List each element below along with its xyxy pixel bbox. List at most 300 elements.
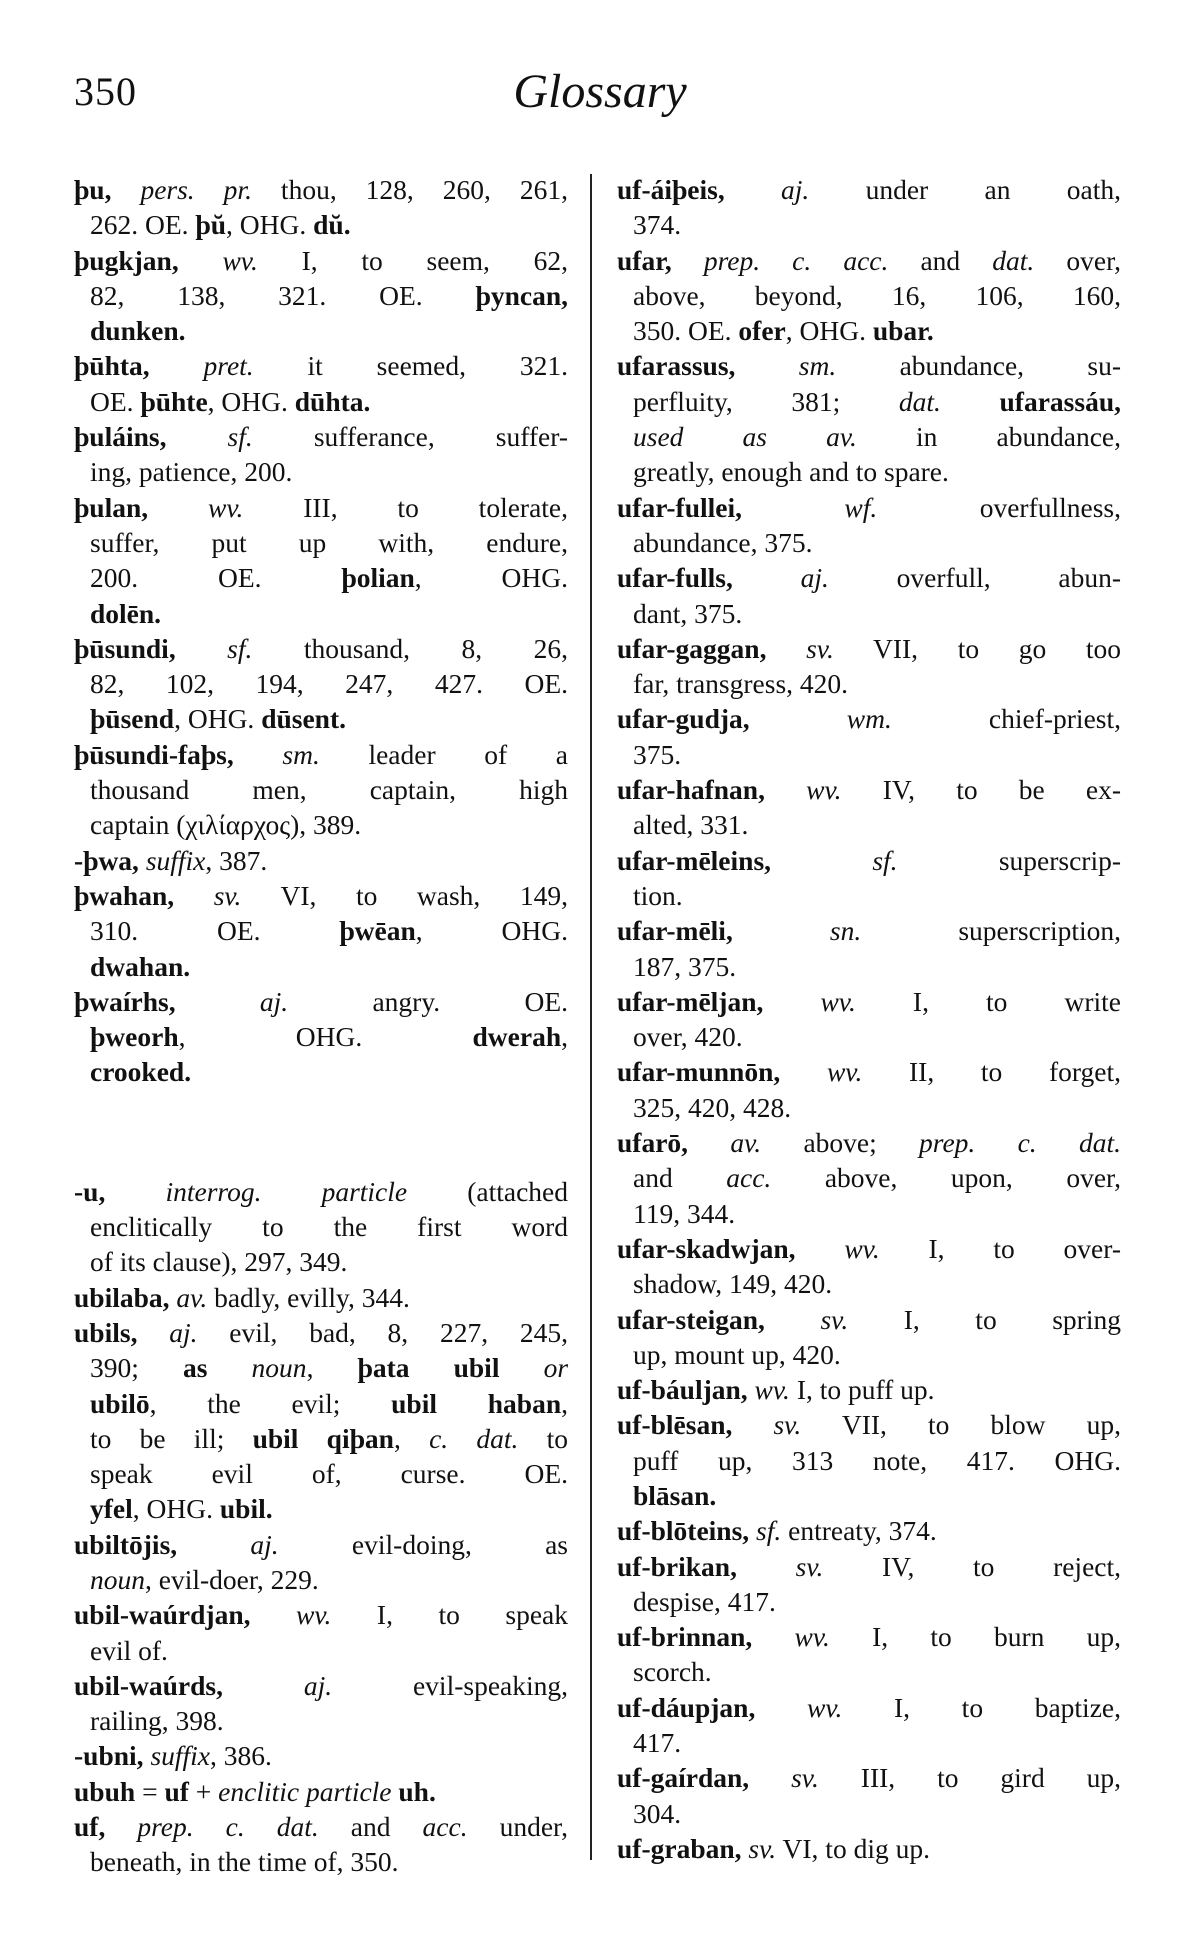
- glossary-entry: [74, 1597, 568, 1668]
- grammar-label: aj.: [177, 1528, 279, 1560]
- glossary-entry: [617, 913, 1121, 984]
- glossary-entry: [74, 984, 568, 1090]
- entry-line: [617, 313, 1121, 348]
- glossary-entry: [74, 172, 568, 243]
- headword-text: ufar-mēli,: [617, 915, 733, 947]
- definition-text: , OHG.: [415, 915, 568, 947]
- definition-text: 200. OE.: [90, 562, 342, 594]
- entry-line: [74, 701, 568, 736]
- entry-line: [74, 1209, 568, 1244]
- headword-text: ufar-hafnan,: [617, 774, 765, 806]
- headword-text: ufar,: [617, 244, 672, 276]
- entry-line: [617, 1054, 1121, 1089]
- entry-line: [74, 843, 568, 878]
- glossary-entry: [74, 1809, 568, 1880]
- entry-line: [74, 949, 568, 984]
- grammar-label: sv.: [766, 632, 834, 664]
- glossary-column-left: [74, 172, 568, 1880]
- definition-text: overfull, abun-: [828, 562, 1121, 594]
- glossary-entry: [617, 560, 1121, 631]
- definition-text: ing, patience, 200.: [90, 456, 293, 488]
- grammar-label: sv.: [741, 1832, 777, 1864]
- definition-text: evil-doing, as: [278, 1528, 568, 1560]
- entry-line: [617, 1019, 1121, 1054]
- headword-text: uf-blōteins,: [617, 1515, 750, 1547]
- definition-text: puff up, 313 note, 417. OHG.: [633, 1444, 1121, 1476]
- glossary-entry: [617, 1760, 1121, 1831]
- grammar-label: wm.: [749, 703, 892, 735]
- grammar-label: av.: [169, 1281, 208, 1313]
- definition-text: ,: [306, 1352, 358, 1384]
- definition-text: evil, bad, 8, 227, 245,: [197, 1316, 569, 1348]
- grammar-label: acc.: [726, 1162, 772, 1194]
- entry-line: [617, 984, 1121, 1019]
- grammar-label: av.: [688, 1127, 762, 1159]
- definition-text: I, to spring: [848, 1303, 1121, 1335]
- headword-text: ubils,: [74, 1316, 138, 1348]
- entry-line: [74, 243, 568, 278]
- glossary-entry: [617, 1619, 1121, 1690]
- headword-text: ubuh: [74, 1775, 136, 1807]
- glossary-entry: [74, 843, 568, 878]
- grammar-label: wv.: [250, 1599, 332, 1631]
- grammar-label: dat.: [992, 244, 1035, 276]
- grammar-label: sm.: [233, 738, 320, 770]
- definition-text: I, to speak: [331, 1599, 568, 1631]
- entry-line: [74, 348, 568, 383]
- definition-text: beneath, in the time of, 350.: [90, 1846, 399, 1878]
- definition-text: and: [888, 244, 993, 276]
- definition-text: and: [633, 1162, 727, 1194]
- definition-text: over, 420.: [633, 1021, 743, 1053]
- glossary-entry: [617, 1513, 1121, 1548]
- definition-text: 119, 344.: [633, 1197, 736, 1229]
- definition-text: over,: [1034, 244, 1121, 276]
- headword-text: ufar-gaggan,: [617, 632, 767, 664]
- entry-line: [74, 737, 568, 772]
- entry-line: [74, 454, 568, 489]
- glossary-entry: [74, 1280, 568, 1315]
- definition-text: ,: [561, 1387, 568, 1419]
- grammar-label: wv.: [178, 244, 258, 276]
- definition-text: overfullness,: [877, 491, 1121, 523]
- headword-text: þūhte: [140, 385, 208, 417]
- definition-text: 417.: [633, 1727, 682, 1759]
- headword-text: dwahan.: [90, 950, 191, 982]
- entry-line: [74, 1597, 568, 1632]
- glossary-entry: [74, 243, 568, 349]
- grammar-label: sv.: [736, 1550, 824, 1582]
- grammar-label: or: [499, 1352, 569, 1384]
- headword-text: ubiltōjis,: [74, 1528, 178, 1560]
- headword-text: þuláins,: [74, 421, 167, 453]
- definition-text: 310. OE.: [90, 915, 340, 947]
- entry-line: [617, 1231, 1121, 1266]
- grammar-label: sv.: [732, 1409, 802, 1441]
- headword-text: ufar-mēleins,: [617, 844, 772, 876]
- entry-line: [74, 1174, 568, 1209]
- definition-text: , evil-doer, 229.: [145, 1563, 319, 1595]
- headword-text: ufarō,: [617, 1127, 689, 1159]
- definition-text: abundance, su-: [836, 350, 1122, 382]
- grammar-label: sv.: [764, 1303, 849, 1335]
- headword-text: uf-graban,: [617, 1832, 742, 1864]
- definition-text: ,: [561, 1021, 568, 1053]
- entry-line: [617, 490, 1121, 525]
- grammar-label: wf.: [742, 491, 878, 523]
- definition-text: above;: [761, 1127, 920, 1159]
- grammar-label: pers. pr.: [111, 174, 252, 205]
- glossary-entry: [617, 1407, 1121, 1513]
- headword-text: ubilaba,: [74, 1281, 170, 1313]
- glossary-entry: [617, 1549, 1121, 1620]
- entry-line: [74, 1244, 568, 1279]
- entry-line: [74, 1527, 568, 1562]
- definition-text: I, to seem, 62,: [257, 244, 568, 276]
- definition-text: shadow, 149, 420.: [633, 1268, 833, 1300]
- grammar-label: wv.: [764, 774, 842, 806]
- definition-text: +: [188, 1775, 219, 1807]
- headword-text: yfel: [90, 1493, 133, 1525]
- entry-line: [617, 243, 1121, 278]
- entry-line: [617, 172, 1121, 207]
- glossary-entry: [74, 1774, 568, 1809]
- page-title: Glossary: [513, 65, 687, 118]
- entry-line: [617, 1337, 1121, 1372]
- headword-text: þolian: [341, 562, 415, 594]
- entry-line: [617, 207, 1121, 242]
- entry-line: [74, 1421, 568, 1456]
- entry-line: [617, 278, 1121, 313]
- glossary-entry: [617, 1302, 1121, 1373]
- entry-line: [74, 1386, 568, 1421]
- definition-text: sufferance, suffer-: [252, 421, 569, 453]
- entry-line: [74, 278, 568, 313]
- definition-text: , OHG.: [132, 1493, 220, 1525]
- grammar-label: sm.: [735, 350, 837, 382]
- grammar-label: dat.: [898, 385, 941, 417]
- entry-line: [617, 701, 1121, 736]
- entry-line: [617, 1584, 1121, 1619]
- definition-text: dant, 375.: [633, 597, 743, 629]
- glossary-entry: [74, 490, 568, 631]
- entry-line: [617, 737, 1121, 772]
- headword-text: ufar-fullei,: [617, 491, 742, 523]
- entry-line: [617, 631, 1121, 666]
- grammar-label: aj.: [732, 562, 829, 594]
- grammar-label: aj.: [724, 174, 810, 205]
- headword-text: uh.: [391, 1775, 436, 1807]
- glossary-entry: [74, 631, 568, 737]
- headword-text: uf-brikan,: [617, 1550, 737, 1582]
- definition-text: I, to puff up.: [789, 1374, 935, 1406]
- definition-text: (attached: [407, 1175, 568, 1207]
- definition-text: =: [135, 1775, 165, 1807]
- grammar-label: sn.: [732, 915, 862, 947]
- entry-line: [617, 1125, 1121, 1160]
- headword-text: þata ubil: [357, 1352, 500, 1384]
- headword-text: þwēan: [339, 915, 416, 947]
- glossary-entry: [74, 348, 568, 419]
- headword-text: ufar-gudja,: [617, 703, 750, 735]
- definition-text: VI, to wash, 149,: [241, 879, 568, 911]
- grammar-label: noun: [90, 1563, 145, 1595]
- definition-text: scorch.: [633, 1656, 712, 1688]
- entry-line: [617, 1090, 1121, 1125]
- entry-line: [617, 348, 1121, 383]
- definition-text: , 386.: [210, 1740, 272, 1772]
- grammar-label: prep. c. dat.: [919, 1127, 1121, 1159]
- entry-line: [617, 419, 1121, 454]
- entry-line: [617, 1725, 1121, 1760]
- entry-line: [617, 1443, 1121, 1478]
- entry-line: [617, 1760, 1121, 1795]
- definition-text: of its clause), 297, 349.: [90, 1246, 348, 1278]
- definition-text: entreaty, 374.: [781, 1515, 937, 1547]
- headword-text: þūsend: [90, 703, 175, 735]
- glossary-entry: [617, 1231, 1121, 1302]
- entry-line: [74, 1562, 568, 1597]
- section-gap: [74, 1090, 568, 1174]
- entry-line: [617, 666, 1121, 701]
- definition-text: in abundance,: [856, 421, 1121, 453]
- entry-line: [74, 1633, 568, 1668]
- definition-text: despise, 417.: [633, 1585, 776, 1617]
- headword-text: uf,: [74, 1811, 106, 1843]
- definition-text: thousand men, captain, high: [90, 774, 568, 806]
- definition-text: to: [518, 1422, 569, 1454]
- definition-text: up, mount up, 420.: [633, 1338, 841, 1370]
- grammar-label: suffix: [138, 844, 206, 876]
- definition-text: speak evil of, curse. OE.: [90, 1458, 568, 1490]
- definition-text: VI, to dig up.: [776, 1832, 930, 1864]
- entry-line: [74, 878, 568, 913]
- headword-text: uf-brinnan,: [617, 1621, 753, 1653]
- definition-text: superscrip-: [897, 844, 1121, 876]
- entry-line: [74, 1280, 568, 1315]
- definition-text: 187, 375.: [633, 950, 737, 982]
- headword-text: ofer: [738, 315, 786, 347]
- entry-line: [617, 1654, 1121, 1689]
- entry-line: [617, 1549, 1121, 1584]
- glossary-entry: [74, 1668, 568, 1739]
- definition-text: greatly, enough and to spare.: [633, 456, 949, 488]
- glossary-entry: [74, 1527, 568, 1598]
- entry-line: [74, 807, 568, 842]
- headword-text: ufarassus,: [617, 350, 736, 382]
- entry-line: [74, 1774, 568, 1809]
- headword-text: þweorh: [90, 1021, 179, 1053]
- definition-text: , OHG.: [226, 209, 314, 241]
- definition-text: ,: [393, 1422, 430, 1454]
- grammar-label: sf.: [175, 632, 253, 664]
- grammar-label: prep. c. dat.: [105, 1811, 319, 1843]
- definition-text: above, beyond, 16, 106, 160,: [633, 279, 1121, 311]
- headword-text: þūhta,: [74, 350, 150, 382]
- grammar-label: wv.: [780, 1056, 863, 1088]
- definition-text: superscription,: [861, 915, 1121, 947]
- entry-line: [617, 384, 1121, 419]
- definition-text: thou, 128, 260, 261,: [251, 174, 569, 205]
- entry-line: [617, 1407, 1121, 1442]
- definition-text: evil of.: [90, 1634, 168, 1666]
- entry-line: [617, 807, 1121, 842]
- headword-text: ufar-mēljan,: [617, 985, 764, 1017]
- definition-text: IV, to reject,: [823, 1550, 1122, 1582]
- entry-line: [74, 1703, 568, 1738]
- definition-text: 375.: [633, 738, 682, 770]
- grammar-label: c. dat.: [429, 1422, 519, 1454]
- glossary-entry: [617, 631, 1121, 702]
- glossary-entry: [74, 1315, 568, 1527]
- entry-line: [74, 1809, 568, 1844]
- definition-text: III, to tolerate,: [243, 491, 568, 523]
- definition-text: evil-speaking,: [332, 1669, 568, 1701]
- glossary-entry: [617, 1372, 1121, 1407]
- grammar-label: noun: [207, 1352, 307, 1384]
- grammar-label: wv.: [148, 491, 244, 523]
- headword-text: ubilō: [90, 1387, 150, 1419]
- entry-line: [617, 1478, 1121, 1513]
- definition-text: enclitically to the first word: [90, 1211, 568, 1243]
- grammar-label: sf.: [749, 1515, 782, 1547]
- headword-text: þwaírhs,: [74, 985, 176, 1017]
- headword-text: ufar-fulls,: [617, 562, 733, 594]
- headword-text: crooked.: [90, 1056, 192, 1088]
- grammar-label: wv.: [755, 1691, 843, 1723]
- grammar-label: aj.: [223, 1669, 333, 1701]
- headword-text: -u,: [74, 1175, 106, 1207]
- headword-text: þugkjan,: [74, 244, 179, 276]
- headword-text: uf-áiþeis,: [617, 174, 725, 205]
- entry-line: [74, 1738, 568, 1773]
- grammar-label: aj.: [137, 1316, 198, 1348]
- entry-line: [617, 1690, 1121, 1725]
- entry-line: [617, 1302, 1121, 1337]
- headword-text: þūsundi-faþs,: [74, 738, 234, 770]
- headword-text: -þwa,: [74, 844, 139, 876]
- grammar-label: wv.: [795, 1232, 880, 1264]
- entry-line: [617, 1196, 1121, 1231]
- headword-text: uf-blēsan,: [617, 1409, 733, 1441]
- headword-text: dolēn.: [90, 597, 162, 629]
- headword-text: ubar.: [872, 315, 934, 347]
- glossary-entry: [617, 1054, 1121, 1125]
- headword-text: ubil-waúrdjan,: [74, 1599, 251, 1631]
- grammar-label: sf.: [771, 844, 898, 876]
- headword-text: dŭ.: [313, 209, 351, 241]
- entry-line: [74, 772, 568, 807]
- definition-text: OE.: [90, 385, 141, 417]
- entry-line: [617, 525, 1121, 560]
- definition-text: 350. OE.: [633, 315, 739, 347]
- definition-text: I, to write: [855, 985, 1121, 1017]
- entry-line: [74, 172, 568, 207]
- entry-line: [617, 913, 1121, 948]
- grammar-label: sv.: [174, 879, 242, 911]
- entry-line: [617, 843, 1121, 878]
- headword-text: as: [183, 1352, 208, 1384]
- definition-text: , OHG.: [178, 1021, 473, 1053]
- glossary-entry: [74, 1174, 568, 1280]
- definition-text: , OHG.: [174, 703, 262, 735]
- grammar-label: used as av.: [633, 421, 857, 453]
- entry-line: [74, 419, 568, 454]
- definition-text: above, upon, over,: [771, 1162, 1121, 1194]
- definition-text: to be ill;: [90, 1422, 253, 1454]
- glossary-entry: [617, 843, 1121, 914]
- entry-line: [74, 666, 568, 701]
- grammar-label: acc.: [422, 1811, 468, 1843]
- headword-text: þulan,: [74, 491, 149, 523]
- headword-text: dūsent.: [261, 703, 347, 735]
- definition-text: under,: [467, 1811, 568, 1843]
- definition-text: abundance, 375.: [633, 526, 813, 558]
- headword-text: þūsundi,: [74, 632, 176, 664]
- glossary-entry: [617, 490, 1121, 561]
- headword-text: þyncan,: [475, 279, 568, 311]
- entry-line: [74, 384, 568, 419]
- definition-text: , OHG.: [785, 315, 873, 347]
- glossary-entry: [74, 419, 568, 490]
- headword-text: ufar-munnōn,: [617, 1056, 781, 1088]
- grammar-label: wv.: [747, 1374, 790, 1406]
- entry-line: [74, 1844, 568, 1879]
- headword-text: ufar-skadwjan,: [617, 1232, 796, 1264]
- entry-line: [617, 454, 1121, 489]
- glossary-entry: [74, 737, 568, 843]
- definition-text: railing, 398.: [90, 1705, 224, 1737]
- entry-line: [74, 207, 568, 242]
- definition-text: and: [318, 1811, 423, 1843]
- entry-line: [617, 1796, 1121, 1831]
- entry-line: [617, 1372, 1121, 1407]
- entry-line: [74, 1350, 568, 1385]
- glossary-column-right: [617, 172, 1121, 1866]
- entry-line: [74, 313, 568, 348]
- entry-line: [617, 1619, 1121, 1654]
- grammar-label: sf.: [166, 421, 253, 453]
- headword-text: dūhta.: [294, 385, 371, 417]
- grammar-label: interrog. particle: [105, 1175, 408, 1207]
- entry-line: [74, 984, 568, 1019]
- entry-line: [617, 1266, 1121, 1301]
- grammar-label: suffix: [143, 1740, 211, 1772]
- headword-text: ufar-steigan,: [617, 1303, 765, 1335]
- grammar-label: enclitic particle: [218, 1775, 392, 1807]
- definition-text: I, to baptize,: [842, 1691, 1121, 1723]
- definition-text: 325, 420, 428.: [633, 1091, 792, 1123]
- definition-text: VII, to go too: [833, 632, 1121, 664]
- headword-text: þu,: [74, 174, 112, 205]
- definition-text: under an oath,: [809, 174, 1122, 205]
- entry-line: [617, 1831, 1121, 1866]
- headword-text: ufarassáu,: [940, 385, 1121, 417]
- definition-text: , OHG.: [207, 385, 295, 417]
- entry-line: [74, 560, 568, 595]
- headword-text: -ubni,: [74, 1740, 144, 1772]
- entry-line: [617, 1513, 1121, 1548]
- headword-text: ubil qiþan: [252, 1422, 394, 1454]
- definition-text: , 387.: [205, 844, 268, 876]
- headword-text: uf-dáupjan,: [617, 1691, 756, 1723]
- definition-text: I, to over-: [879, 1232, 1121, 1264]
- definition-text: , OHG.: [414, 562, 568, 594]
- entry-line: [74, 525, 568, 560]
- headword-text: uf: [164, 1775, 189, 1807]
- grammar-label: sv.: [749, 1762, 819, 1794]
- definition-text: leader of a: [319, 738, 569, 770]
